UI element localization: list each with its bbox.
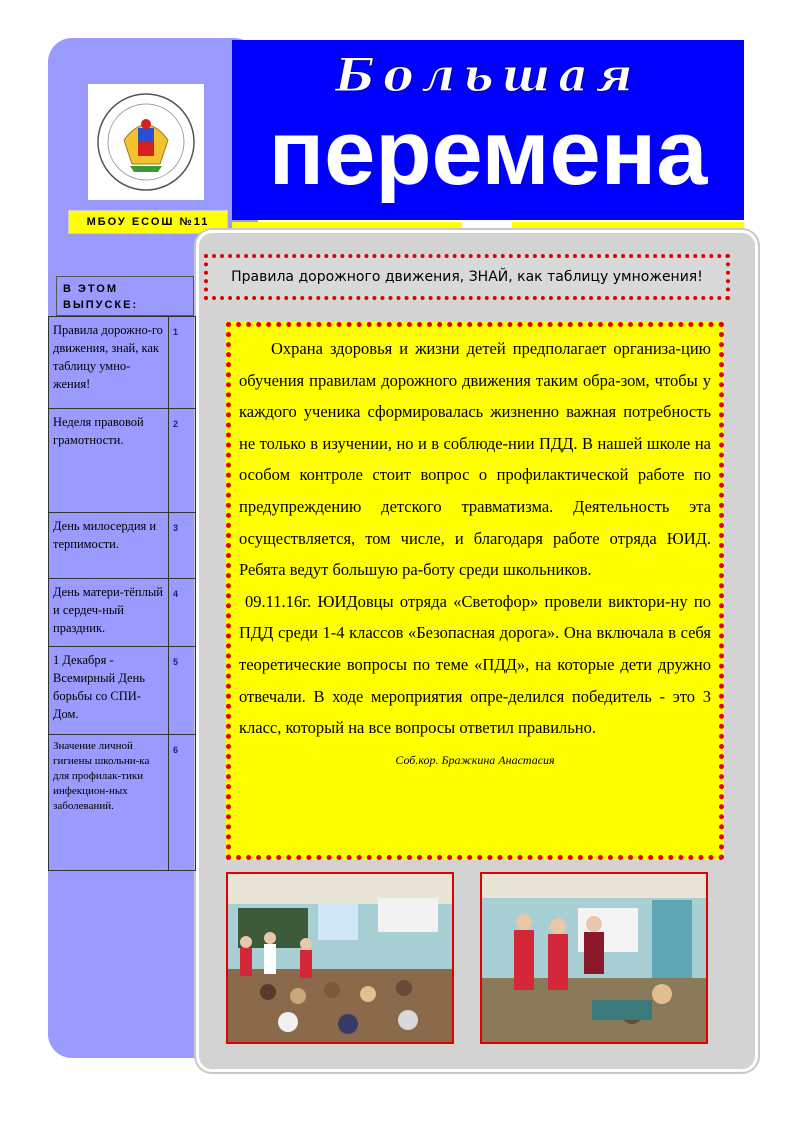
toc-item-title[interactable]: Правила дорожно-го движения, знай, как таблицу умно-жения! [49, 317, 169, 409]
article-headline: Правила дорожного движения, ЗНАЙ, как таблицу умножения! [204, 254, 730, 300]
toc-row[interactable] [49, 735, 196, 871]
toc-item-title[interactable]: День матери-тёплый и сердеч-ный праздник. [49, 579, 169, 647]
emblem-icon [94, 90, 198, 194]
toc-row[interactable] [49, 513, 196, 579]
toc-item-title[interactable]: День милосердия и терпимости. [49, 513, 169, 579]
toc-table [48, 316, 196, 871]
article-box [226, 322, 724, 860]
school-emblem [88, 84, 204, 200]
toc-item-title[interactable]: Значение личной гигиены школьни-ка для профилак-тики инфекцион-ных заболеваний. [49, 735, 169, 871]
photo-quiz-classroom-1 [226, 872, 454, 1044]
article-signature: Соб.кор. Бражкина Анастасия [395, 752, 555, 767]
article-paragraph-1: Охрана здоровья и жизни детей предполагает организа-цию обучения правилам дорожного движения таким обра-зом, чтобы у каждого ученика сформировалась жизненно важная потребность не только в изучении, но и в соблюде-нии ПДД. В нашей школе на особом контроле стоит вопрос о профилактической работе по предупреждению детского травматизма. Деятельность эта осуществляется, том числе, и благодаря работе отряда ЮИД. Ребята ведут большую ра-боту среди школьников. [239, 339, 711, 580]
toc-item-page: 3 [169, 513, 196, 579]
toc-row[interactable] [49, 317, 196, 409]
masthead-title-bottom: перемена [268, 102, 708, 204]
classroom-photo-image [482, 874, 706, 1042]
toc-item-page: 6 [169, 735, 196, 871]
toc-item-page: 4 [169, 579, 196, 647]
toc-row[interactable] [49, 409, 196, 513]
toc-item-title[interactable]: 1 Декабря - Всемирный День борьбы со СПИ-Дом. [49, 647, 169, 735]
classroom-photo-image [228, 874, 452, 1042]
masthead [232, 40, 744, 220]
article-paragraph-2: 09.11.16г. ЮИДовцы отряда «Светофор» провели виктори-ну по ПДД среди 1-4 классов «Безопасная дорога». Она включала в себя теоретические вопросы по теме «ПДД», на которые дети дружно отвечали. В ходе мероприятия опре-делился победитель - это 3 класс, который на все вопросы ответил правильно. [239, 591, 711, 738]
toc-row[interactable] [49, 579, 196, 647]
masthead-title-top: Большая [335, 48, 641, 102]
school-name-tag: МБОУ ЕСОШ №11 [68, 210, 228, 234]
toc-item-page: 5 [169, 647, 196, 735]
toc-row[interactable] [49, 647, 196, 735]
toc-item-page: 1 [169, 317, 196, 409]
toc-heading: В ЭТОМ ВЫПУСКЕ: [56, 276, 194, 316]
toc-item-title[interactable]: Неделя правовой грамотности. [49, 409, 169, 513]
toc-item-page: 2 [169, 409, 196, 513]
photo-quiz-classroom-2 [480, 872, 708, 1044]
